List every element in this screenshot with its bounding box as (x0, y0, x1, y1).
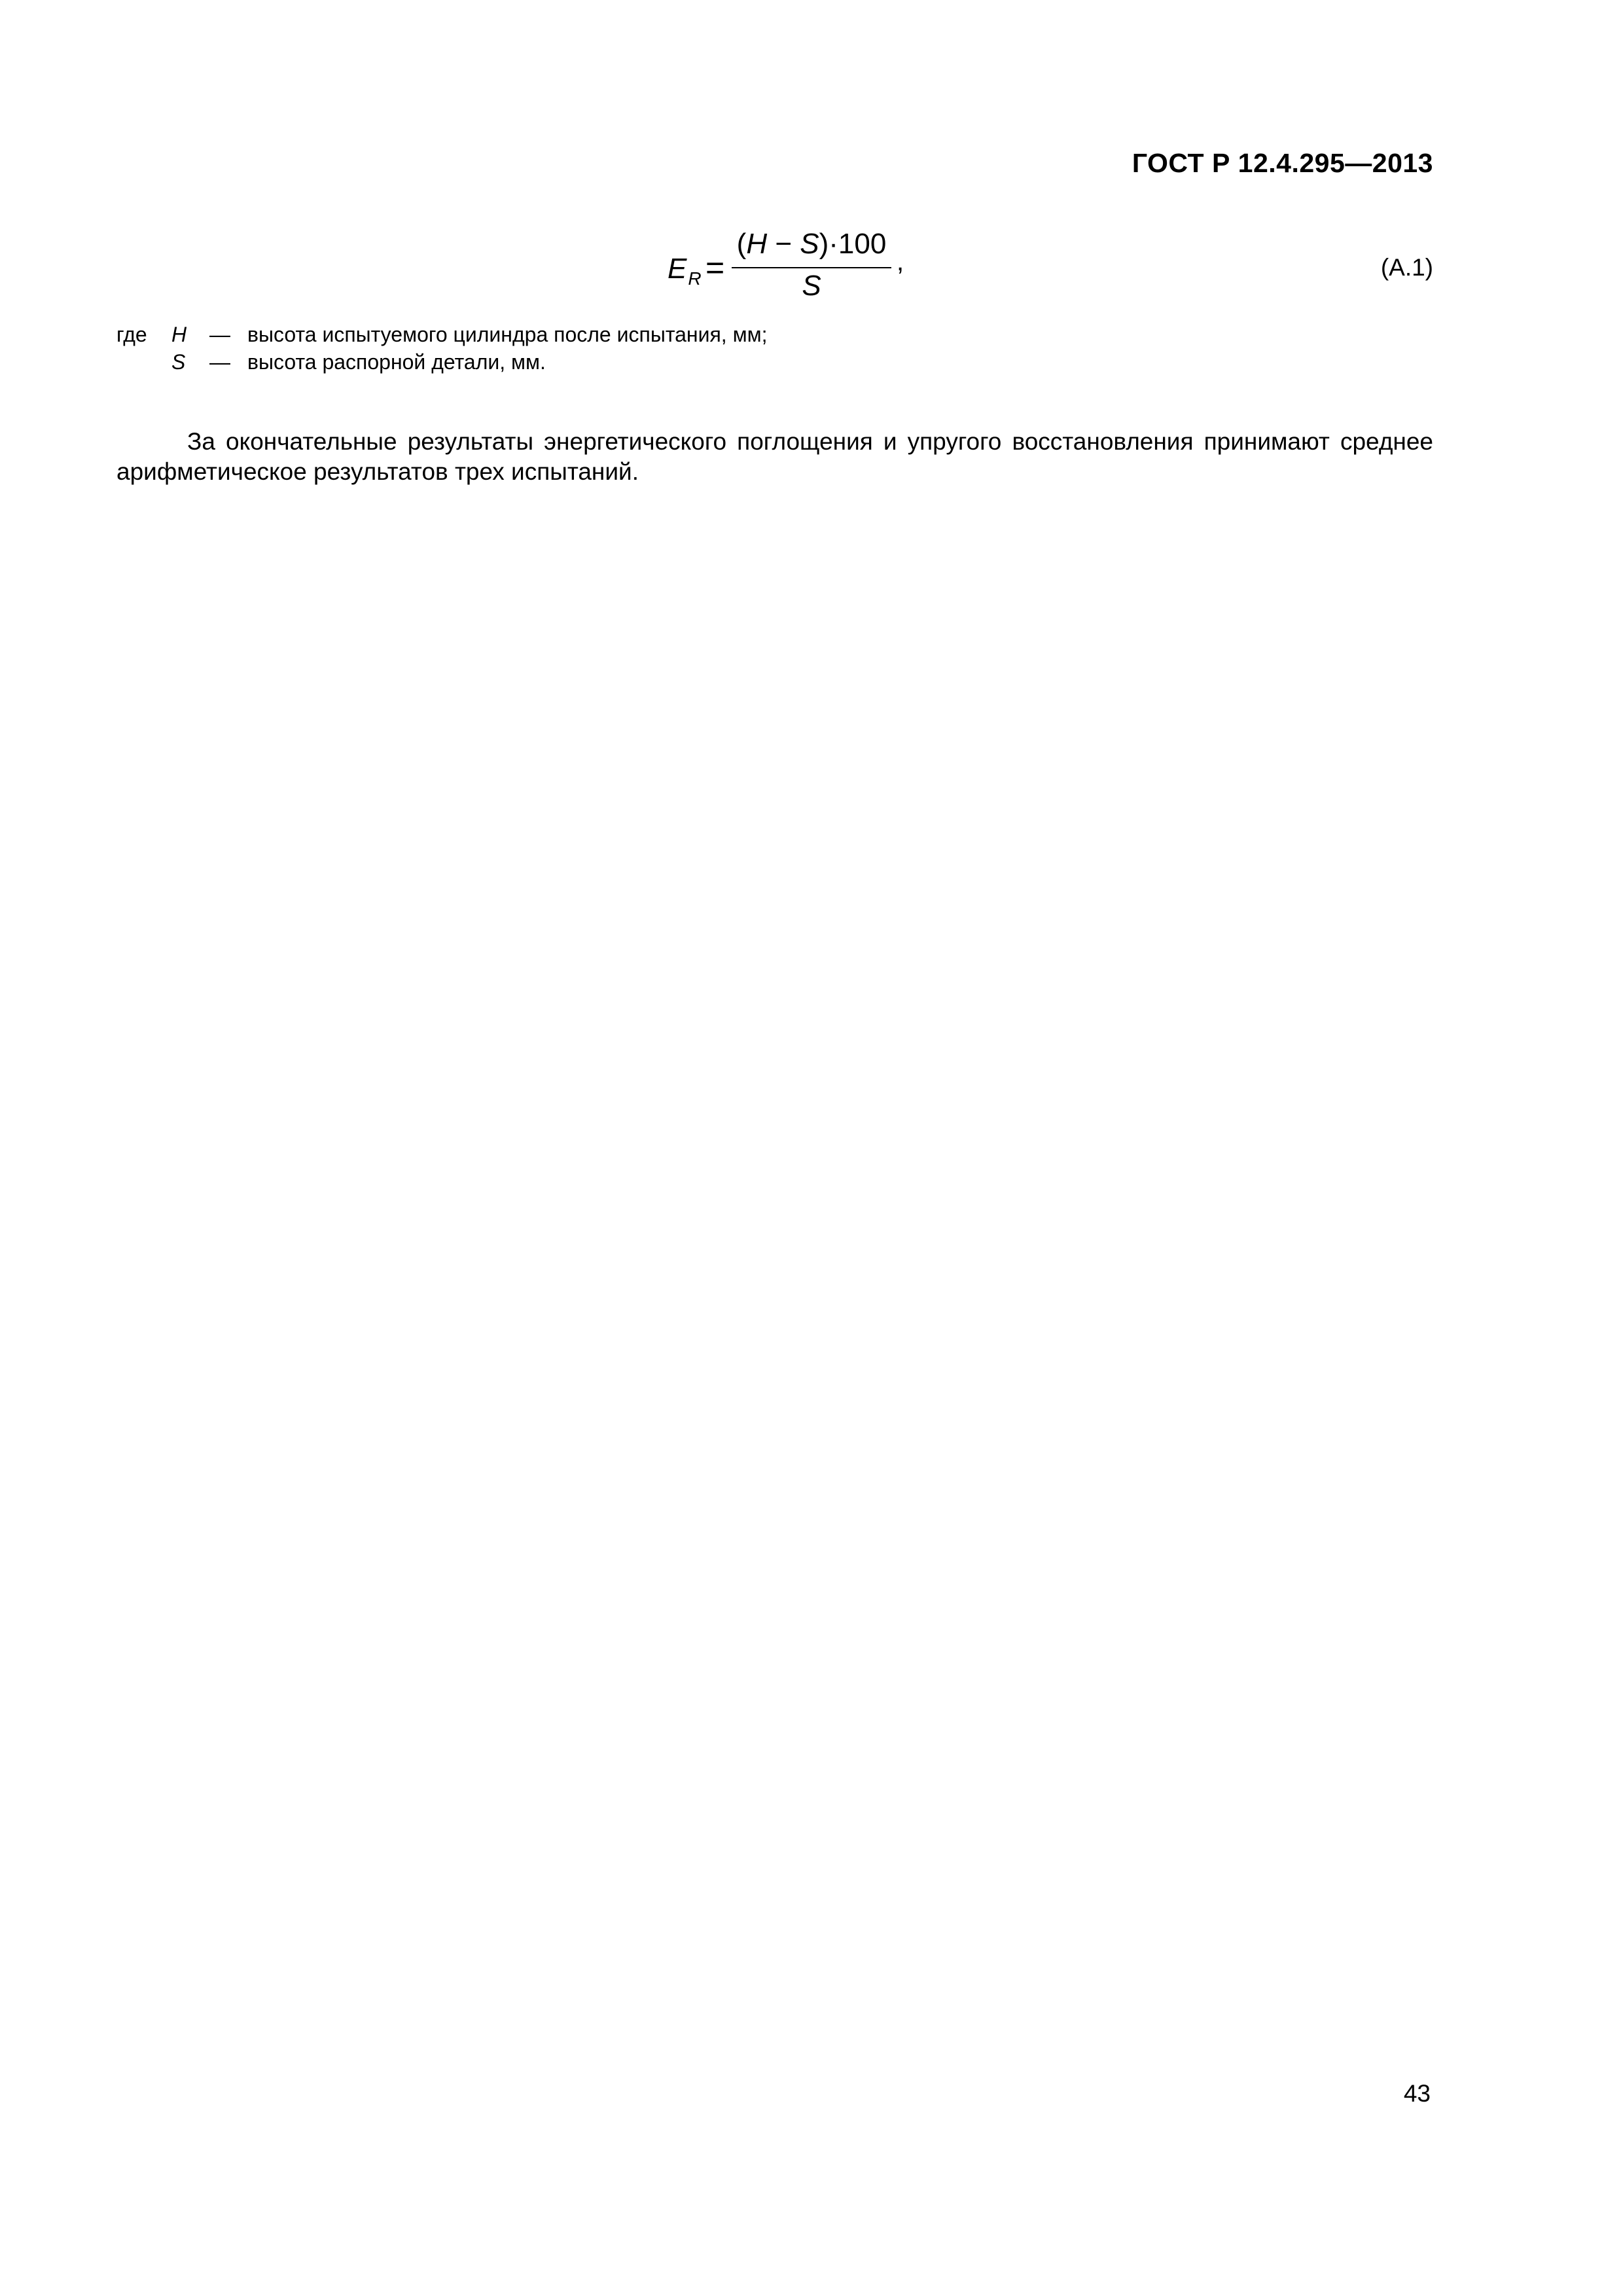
where-intro-word: где (116, 323, 147, 346)
formula-numerator (732, 228, 891, 260)
where-dash: — (209, 350, 230, 374)
formula-lhs-subscript: R (688, 268, 702, 289)
standard-code-header: ГОСТ Р 12.4.295—2013 (1132, 148, 1433, 178)
formula-lhs-symbol: E (668, 253, 687, 285)
where-description: высота испытуемого цилиндра после испытания, мм; (247, 323, 768, 346)
formula-lhs (668, 253, 702, 289)
body-paragraph: За окончательные результаты энергетического поглощения и упругого восстановления принимают среднее арифметическое результатов трех испытаний. (116, 428, 1433, 485)
where-symbol: S (171, 350, 186, 374)
where-description: высота распорной детали, мм. (247, 350, 546, 374)
formula-numerator-close-paren: ) (819, 228, 829, 260)
formula-numerator-h: H (746, 228, 768, 260)
page-number: 43 (1403, 2080, 1431, 2107)
formula-numerator-minus: − (767, 228, 800, 260)
formula-fraction-bar (732, 267, 891, 268)
equation-number: (А.1) (1380, 254, 1433, 281)
formula-numerator-open-paren: ( (736, 228, 747, 260)
where-dash: — (209, 323, 230, 346)
formula-numerator-times-100: ·100 (829, 228, 887, 260)
where-symbol: H (171, 323, 187, 346)
formula-trailing-comma: , (897, 247, 904, 276)
formula-numerator-s: S (800, 228, 819, 260)
formula-denominator: S (802, 270, 821, 302)
formula-equals-sign: = (705, 249, 725, 286)
